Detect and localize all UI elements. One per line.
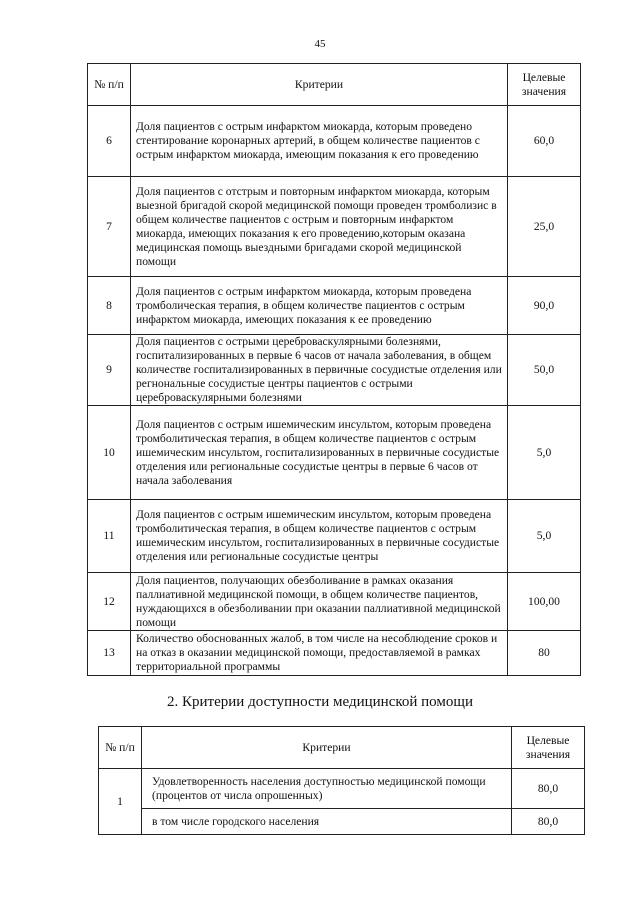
row-value: 25,0 — [508, 177, 581, 277]
row-criteria: Доля пациентов с острым инфарктом миокарда, которым проведено стентирование коронарных артерий, в общем количестве пациентов с острым инфарктом миокарда, имеющим показания к его проведению — [131, 106, 508, 177]
criteria-access-table — [98, 726, 585, 835]
table-row — [88, 631, 581, 676]
row-num: 8 — [88, 277, 131, 335]
row-criteria: Доля пациентов, получающих обезболивание в рамках оказания паллиативной медицинской помощи, в общем количестве пациентов, нуждающихся в обезболивании при оказании паллиативной медицинской помощи — [131, 573, 508, 631]
header-num: № п/п — [99, 727, 142, 769]
table-row — [88, 406, 581, 500]
row-value: 80,0 — [512, 769, 585, 809]
row-num: 9 — [88, 335, 131, 406]
table-row — [88, 177, 581, 277]
table-header-row — [88, 64, 581, 106]
row-value: 60,0 — [508, 106, 581, 177]
header-num — [88, 64, 131, 106]
row-criteria: Доля пациентов с острым ишемическим инсультом, которым проведена тромболитическая терапия, в общем количестве пациентов с острым ишемическим инсультом, госпитализированных в первичные сосудистые отделения или региональные сосудистые центры в первые 6 часов от начала заболевания — [131, 406, 508, 500]
row-num: 6 — [88, 106, 131, 177]
table-row — [88, 500, 581, 573]
table-row — [88, 277, 581, 335]
header-criteria: Критерии — [131, 64, 508, 106]
table-row — [99, 769, 585, 809]
header-criteria: Критерии — [142, 727, 512, 769]
row-criteria: Количество обоснованных жалоб, в том числе на несоблюдение сроков и на отказ в оказании медицинской помощи, предоставляемой в рамках территориальной программы — [131, 631, 508, 676]
row-num: 13 — [88, 631, 131, 676]
row-criteria: Доля пациентов с острым инфарктом миокарда, которым проведена тромболическая терапия, в общем количестве пациентов с острым инфарктом миокарда, имеющих показания к ее проведению — [131, 277, 508, 335]
header-num-label: № п/п — [94, 77, 124, 91]
row-value: 50,0 — [508, 335, 581, 406]
row-value: 5,0 — [508, 500, 581, 573]
row-value: 5,0 — [508, 406, 581, 500]
header-target: Целевые значения — [508, 64, 581, 106]
row-value: 90,0 — [508, 277, 581, 335]
row-criteria-sub: в том числе городского населения — [142, 809, 512, 835]
row-num: 1 — [99, 769, 142, 835]
page-number: 45 — [314, 38, 326, 50]
header-target: Целевые значения — [512, 727, 585, 769]
criteria-quality-table — [87, 63, 581, 676]
section-title: 2. Критерии доступности медицинской помощи — [167, 694, 473, 710]
table-header-row — [99, 727, 585, 769]
row-value-sub: 80,0 — [512, 809, 585, 835]
row-num: 12 — [88, 573, 131, 631]
row-criteria: Доля пациентов с отстрым и повторным инфарктом миокарда, которым выезной бригадой скорой медицинской помощи проведен тромболизис в общем количестве пациентов с острым и повторным инфарктом миокарда, имеющих показания к его проведению,которым оказана медицинская помощь выездными бригадами скорой медицинской помощи — [131, 177, 508, 277]
row-num: 7 — [88, 177, 131, 277]
table-subrow — [99, 809, 585, 835]
row-value: 100,00 — [508, 573, 581, 631]
row-criteria: Доля пациентов с острым ишемическим инсультом, которым проведена тромболитическая терапия, в общем количестве пациентов с острым ишемическим инсультом, госпитализированных в первичные сосудистые отделения или региональные сосудистые центры — [131, 500, 508, 573]
table-row — [88, 335, 581, 406]
row-criteria: Доля пациентов с острыми цереброваскулярными болезнями, госпитализированных в первые 6 часов от начала заболевания, в общем количестве госпитализированных в первичные сосудистые отделения или регнональные сосудистые центры пациентов с острыми цереброваскулярными болезнями — [131, 335, 508, 406]
row-value: 80 — [508, 631, 581, 676]
table-row — [88, 106, 581, 177]
row-num: 10 — [88, 406, 131, 500]
row-criteria: Удовлетворенность населения доступностью медицинской помощи (процентов от числа опрошенных) — [142, 769, 512, 809]
table-row — [88, 573, 581, 631]
row-num: 11 — [88, 500, 131, 573]
